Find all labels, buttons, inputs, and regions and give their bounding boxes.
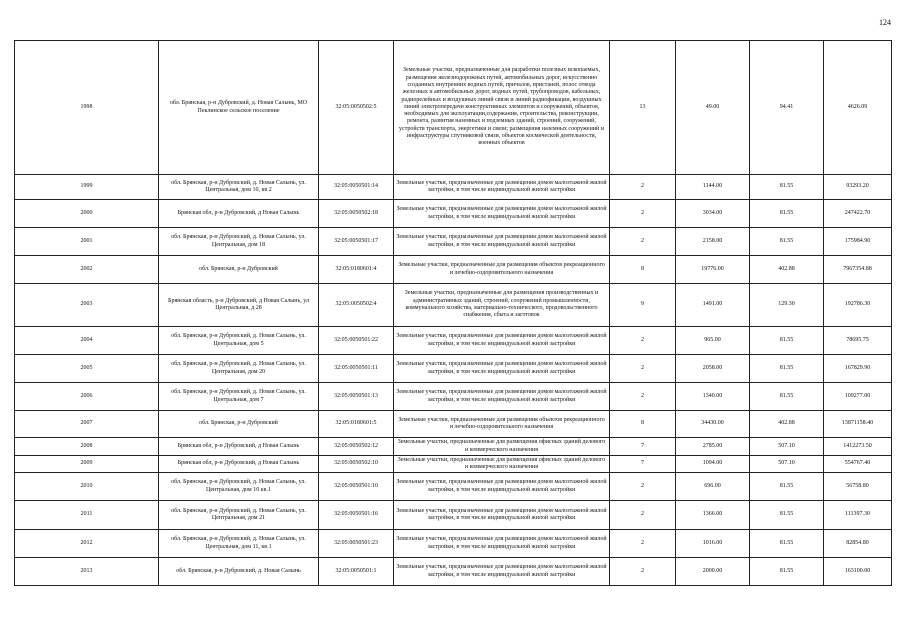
row-specific-value: 402.88 xyxy=(750,411,824,438)
row-group: 2 xyxy=(610,228,676,256)
row-area: 1340.00 xyxy=(676,383,750,411)
table-row xyxy=(15,383,892,411)
table-row xyxy=(15,501,892,530)
row-specific-value: 81.55 xyxy=(750,473,824,501)
row-area: 1016.00 xyxy=(676,530,750,558)
row-address: обл. Брянская, р-н Дубровский, д. Новая Салынь, ул. Центральная, дом 20 xyxy=(159,355,319,383)
row-specific-value: 81.55 xyxy=(750,175,824,200)
row-address: обл. Брянская, р-н Дубровский, д. Новая Салынь xyxy=(159,558,319,586)
table-row xyxy=(15,411,892,438)
row-cadastral-number: 32:05:0050502:12 xyxy=(319,438,394,456)
row-area: 2000.00 xyxy=(676,558,750,586)
row-permitted-use: Земельные участки, предназначенные для размещения объектов рекреационного и лечебно-оздоровительного назначения xyxy=(394,256,610,284)
table-row xyxy=(15,355,892,383)
row-group: 2 xyxy=(610,383,676,411)
table-row xyxy=(15,530,892,558)
row-permitted-use: Земельные участки, предназначенные для размещения домов малоэтажной жилой застройки, в том числе индивидуальной жилой застройки xyxy=(394,383,610,411)
table-row xyxy=(15,456,892,473)
row-number: 2008 xyxy=(15,438,159,456)
row-cadastral-number: 32:05:0050502:10 xyxy=(319,456,394,473)
row-cadastral-number: 32:05:0050501:16 xyxy=(319,501,394,530)
row-cadastral-number: 32:05:0050501:23 xyxy=(319,530,394,558)
row-cadastral-value: 109277.00 xyxy=(824,383,892,411)
row-number: 2009 xyxy=(15,456,159,473)
row-number: 2006 xyxy=(15,383,159,411)
row-group: 2 xyxy=(610,501,676,530)
row-permitted-use: Земельные участки, предназначенные для размещения домов малоэтажной жилой застройки, в том числе индивидуальной жилой застройки xyxy=(394,355,610,383)
row-permitted-use: Земельные участки, предназначенные для размещения производственных и административных зданий, строений, сооружений промышленности, коммунального хозяйства, материально-технического, продовольственного снабжения, сбыта и заготовок xyxy=(394,284,610,327)
row-group: 8 xyxy=(610,411,676,438)
row-area: 2058.00 xyxy=(676,355,750,383)
row-cadastral-value: 175984.90 xyxy=(824,228,892,256)
row-specific-value: 81.55 xyxy=(750,228,824,256)
row-cadastral-value: 167829.90 xyxy=(824,355,892,383)
row-group: 2 xyxy=(610,175,676,200)
row-specific-value: 402.88 xyxy=(750,256,824,284)
row-permitted-use: Земельные участки, предназначенные для разработки полезных ископаемых, размещения железнодорожных путей, автомобильных дорог, искусственно созданных внутренних водных путей, причалов, пристаней, полос отвода железных и автомобильных дорог, водных путей, трубопроводов, кабельных, радиорелейных и воздушных линий связи и линий радиофикации, воздушных линий электропередачи конструктивных элементов и сооружений, объектов, необходимых для эксплуатации,содержания, строительства, реконструкции, ремонта, развития наземных и подземных зданий, строений, сооружений, устройств транспорта, энергетики и связи; размещения наземных сооружений и инфраструктуры спутниковой связи, объектов космической деятельности, военных объектов xyxy=(394,41,610,175)
row-specific-value: 507.10 xyxy=(750,438,824,456)
row-number: 2013 xyxy=(15,558,159,586)
row-number: 1999 xyxy=(15,175,159,200)
row-area: 965.00 xyxy=(676,327,750,355)
row-permitted-use: Земельные участки, предназначенные для размещения офисных зданий делового и коммерческого назначения xyxy=(394,456,610,473)
row-cadastral-value: 111397.30 xyxy=(824,501,892,530)
row-cadastral-number: 32:05:0050501:10 xyxy=(319,473,394,501)
row-address: обл. Брянская, р-н Дубровский xyxy=(159,256,319,284)
row-area: 2158.00 xyxy=(676,228,750,256)
row-cadastral-value: 247422.70 xyxy=(824,200,892,228)
row-cadastral-number: 32:05:0180601:5 xyxy=(319,411,394,438)
row-specific-value: 81.55 xyxy=(750,530,824,558)
table-row xyxy=(15,228,892,256)
row-area: 1366.00 xyxy=(676,501,750,530)
row-area: 34430.00 xyxy=(676,411,750,438)
table-row xyxy=(15,284,892,327)
row-group: 2 xyxy=(610,355,676,383)
row-address: обл. Брянская, р-н Дубровский, д. Новая Салынь, ул. Центральная, дом 10 кв.1 xyxy=(159,473,319,501)
row-cadastral-value: 192786.30 xyxy=(824,284,892,327)
row-cadastral-value: 82854.80 xyxy=(824,530,892,558)
row-permitted-use: Земельные участки, предназначенные для размещения домов малоэтажной жилой застройки, в том числе индивидуальной жилой застройки xyxy=(394,327,610,355)
row-cadastral-value: 163100.00 xyxy=(824,558,892,586)
row-permitted-use: Земельные участки, предназначенные для размещения домов малоэтажной жилой застройки, в том числе индивидуальной жилой застройки xyxy=(394,175,610,200)
table-row xyxy=(15,256,892,284)
row-permitted-use: Земельные участки, предназначенные для размещения домов малоэтажной жилой застройки, в том числе индивидуальной жилой застройки xyxy=(394,501,610,530)
row-cadastral-number: 32:05:0050502:18 xyxy=(319,200,394,228)
row-area: 3034.00 xyxy=(676,200,750,228)
row-specific-value: 94.41 xyxy=(750,41,824,175)
table-row xyxy=(15,327,892,355)
row-permitted-use: Земельные участки, предназначенные для размещения домов малоэтажной жилой застройки, в том числе индивидуальной жилой застройки xyxy=(394,200,610,228)
row-number: 2004 xyxy=(15,327,159,355)
row-number: 1998 xyxy=(15,41,159,175)
row-address: обл. Брянская, р-н Дубровский, д. Новая Салынь, ул. Центральная, дом 18 xyxy=(159,228,319,256)
row-address: обл. Брянская, р-н Дубровский, д. Новая Салынь, ул. Центральная, дом 10, кв 2 xyxy=(159,175,319,200)
row-group: 7 xyxy=(610,438,676,456)
row-area: 2785.00 xyxy=(676,438,750,456)
row-area: 19776.00 xyxy=(676,256,750,284)
table-row xyxy=(15,438,892,456)
row-cadastral-number: 32:05:0050501:14 xyxy=(319,175,394,200)
row-address: обл. Брянская, р-н Дубровский, д. Новая Салынь, МО Пеклинское сельское поселение xyxy=(159,41,319,175)
row-group: 9 xyxy=(610,284,676,327)
row-permitted-use: Земельные участки, предназначенные для размещения объектов рекреационного и лечебно-оздоровительного назначения xyxy=(394,411,610,438)
row-group: 2 xyxy=(610,558,676,586)
table-row xyxy=(15,175,892,200)
row-number: 2012 xyxy=(15,530,159,558)
row-number: 2011 xyxy=(15,501,159,530)
row-number: 2007 xyxy=(15,411,159,438)
row-cadastral-number: 32:05:0050501:1 xyxy=(319,558,394,586)
row-address: обл. Брянская, р-н Дубровский, д. Новая Салынь, ул. Центральная, дом 7 xyxy=(159,383,319,411)
row-number: 2002 xyxy=(15,256,159,284)
row-address: Брянская область, р-н Дубровский, д Новая Салынь, ул Центральная, д 28 xyxy=(159,284,319,327)
row-cadastral-value: 93293.20 xyxy=(824,175,892,200)
row-area: 1144.00 xyxy=(676,175,750,200)
row-number: 2010 xyxy=(15,473,159,501)
table-row xyxy=(15,200,892,228)
row-specific-value: 81.55 xyxy=(750,383,824,411)
row-specific-value: 81.55 xyxy=(750,200,824,228)
row-cadastral-number: 32:05:0050502:4 xyxy=(319,284,394,327)
row-group: 8 xyxy=(610,256,676,284)
row-cadastral-value: 7967354.88 xyxy=(824,256,892,284)
row-group: 7 xyxy=(610,456,676,473)
row-address: Брянская обл, р-н Дубровский, д Новая Салынь xyxy=(159,200,319,228)
row-address: обл. Брянская, р-н Дубровский, д. Новая Салынь, ул. Центральная, дом 21 xyxy=(159,501,319,530)
row-group: 2 xyxy=(610,473,676,501)
row-group: 13 xyxy=(610,41,676,175)
row-cadastral-value: 4626.09 xyxy=(824,41,892,175)
row-permitted-use: Земельные участки, предназначенные для размещения домов малоэтажной жилой застройки, в том числе индивидуальной жилой застройки xyxy=(394,228,610,256)
table-row xyxy=(15,558,892,586)
row-specific-value: 81.55 xyxy=(750,327,824,355)
row-area: 696.00 xyxy=(676,473,750,501)
row-specific-value: 81.55 xyxy=(750,355,824,383)
row-specific-value: 81.55 xyxy=(750,501,824,530)
cadastral-value-table xyxy=(14,40,892,586)
row-group: 2 xyxy=(610,200,676,228)
table-row xyxy=(15,473,892,501)
row-cadastral-number: 32:05:0050501:13 xyxy=(319,383,394,411)
row-address: обл. Брянская, р-н Дубровский, д. Новая Салынь, ул. Центральная, дом 5 xyxy=(159,327,319,355)
row-address: обл. Брянская, р-н Дубровский, д. Новая Салынь, ул. Центральная, дом 11, кв.1 xyxy=(159,530,319,558)
row-address: Брянская обл, р-н Дубровский, д Новая Салынь xyxy=(159,456,319,473)
row-permitted-use: Земельные участки, предназначенные для размещения домов малоэтажной жилой застройки, в том числе индивидуальной жилой застройки xyxy=(394,473,610,501)
row-cadastral-number: 32:05:0050501:17 xyxy=(319,228,394,256)
row-cadastral-value: 13871158.40 xyxy=(824,411,892,438)
page-number: 124 xyxy=(879,18,891,27)
row-cadastral-number: 32:05:0050501:11 xyxy=(319,355,394,383)
table-body xyxy=(15,41,892,586)
row-group: 2 xyxy=(610,327,676,355)
row-specific-value: 507.10 xyxy=(750,456,824,473)
row-permitted-use: Земельные участки, предназначенные для размещения домов малоэтажной жилой застройки, в том числе индивидуальной жилой застройки xyxy=(394,530,610,558)
row-permitted-use: Земельные участки, предназначенные для размещения домов малоэтажной жилой застройки, в том числе индивидуальной жилой застройки xyxy=(394,558,610,586)
row-number: 2000 xyxy=(15,200,159,228)
row-number: 2003 xyxy=(15,284,159,327)
row-specific-value: 81.55 xyxy=(750,558,824,586)
row-number: 2005 xyxy=(15,355,159,383)
row-cadastral-number: 32:05:0180601:4 xyxy=(319,256,394,284)
row-cadastral-value: 1412273.50 xyxy=(824,438,892,456)
row-area: 49.00 xyxy=(676,41,750,175)
row-area: 1094.00 xyxy=(676,456,750,473)
table-row xyxy=(15,41,892,175)
row-cadastral-number: 32:05:0050501:22 xyxy=(319,327,394,355)
row-area: 1491.00 xyxy=(676,284,750,327)
row-cadastral-value: 78695.75 xyxy=(824,327,892,355)
row-specific-value: 129.30 xyxy=(750,284,824,327)
row-address: обл. Брянская, р-н Дубровский xyxy=(159,411,319,438)
row-cadastral-value: 56758.80 xyxy=(824,473,892,501)
row-number: 2001 xyxy=(15,228,159,256)
row-cadastral-value: 554767.40 xyxy=(824,456,892,473)
row-permitted-use: Земельные участки, предназначенные для размещения офисных зданий делового и коммерческого назначения xyxy=(394,438,610,456)
row-address: Брянская обл, р-н Дубровский, д Новая Салынь xyxy=(159,438,319,456)
row-group: 2 xyxy=(610,530,676,558)
row-cadastral-number: 32:05:0050502:5 xyxy=(319,41,394,175)
